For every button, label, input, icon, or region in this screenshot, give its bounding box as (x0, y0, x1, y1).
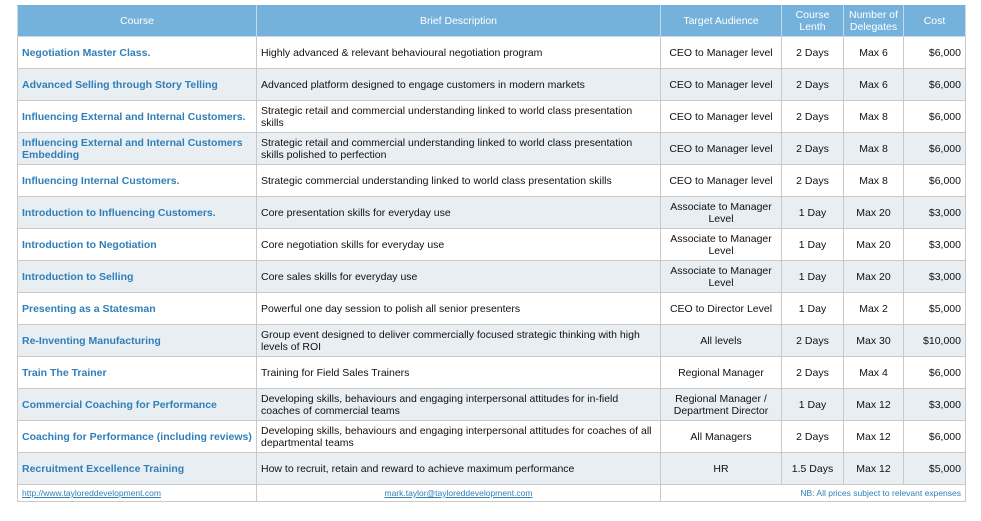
delegate-count: Max 12 (844, 453, 904, 485)
course-name: Introduction to Negotiation (18, 229, 257, 261)
delegate-count: Max 6 (844, 37, 904, 69)
delegate-count: Max 20 (844, 229, 904, 261)
table-row (18, 133, 966, 165)
course-length: 2 Days (782, 37, 844, 69)
course-description: Powerful one day session to polish all senior presenters (257, 293, 661, 325)
course-length: 1 Day (782, 229, 844, 261)
table-row (18, 229, 966, 261)
course-name: Influencing Internal Customers. (18, 165, 257, 197)
header-audience: Target Audience (661, 6, 782, 37)
course-cost: $6,000 (904, 101, 966, 133)
table-row (18, 293, 966, 325)
delegate-count: Max 20 (844, 261, 904, 293)
header-delegates-line2: Delegates (849, 21, 898, 33)
course-description: Strategic retail and commercial understanding linked to world class presentation skills (257, 101, 661, 133)
course-description: Core sales skills for everyday use (257, 261, 661, 293)
table-row (18, 197, 966, 229)
target-audience: CEO to Manager level (661, 165, 782, 197)
course-length: 2 Days (782, 101, 844, 133)
course-description: Strategic retail and commercial understanding linked to world class presentation skills polished to perfection (257, 133, 661, 165)
delegate-count: Max 12 (844, 421, 904, 453)
course-cost: $6,000 (904, 165, 966, 197)
course-length: 1 Day (782, 261, 844, 293)
course-cost: $3,000 (904, 261, 966, 293)
target-audience: Regional Manager (661, 357, 782, 389)
course-name: Influencing External and Internal Customers. (18, 101, 257, 133)
delegate-count: Max 12 (844, 389, 904, 421)
footer-row (18, 485, 966, 502)
course-description: Advanced platform designed to engage customers in modern markets (257, 69, 661, 101)
table-row (18, 261, 966, 293)
header-description: Brief Description (257, 6, 661, 37)
header-course: Course (18, 6, 257, 37)
target-audience: CEO to Manager level (661, 37, 782, 69)
table-row (18, 389, 966, 421)
target-audience: CEO to Director Level (661, 293, 782, 325)
course-cost: $3,000 (904, 389, 966, 421)
course-description: Group event designed to deliver commercially focused strategic thinking with high levels of ROI (257, 325, 661, 357)
target-audience: Regional Manager / Department Director (661, 389, 782, 421)
table-row (18, 453, 966, 485)
course-name: Introduction to Selling (18, 261, 257, 293)
table-row (18, 421, 966, 453)
delegate-count: Max 6 (844, 69, 904, 101)
course-name: Negotiation Master Class. (18, 37, 257, 69)
course-cost: $6,000 (904, 69, 966, 101)
course-length: 1 Day (782, 389, 844, 421)
header-cost: Cost (904, 6, 966, 37)
delegate-count: Max 8 (844, 101, 904, 133)
course-name: Coaching for Performance (including reviews) (18, 421, 257, 453)
header-length (782, 6, 844, 37)
course-length: 2 Days (782, 133, 844, 165)
course-table (17, 5, 966, 502)
table-row (18, 101, 966, 133)
table-row (18, 165, 966, 197)
course-name: Re-Inventing Manufacturing (18, 325, 257, 357)
course-cost: $6,000 (904, 133, 966, 165)
delegate-count: Max 8 (844, 133, 904, 165)
course-length: 2 Days (782, 325, 844, 357)
course-table-container (17, 5, 965, 502)
course-description: Training for Field Sales Trainers (257, 357, 661, 389)
target-audience: Associate to Manager Level (661, 197, 782, 229)
target-audience: All Managers (661, 421, 782, 453)
course-description: Core presentation skills for everyday use (257, 197, 661, 229)
course-cost: $6,000 (904, 357, 966, 389)
course-cost: $3,000 (904, 229, 966, 261)
course-description: Strategic commercial understanding linked to world class presentation skills (257, 165, 661, 197)
course-name: Influencing External and Internal Customers Embedding (18, 133, 257, 165)
table-body (18, 37, 966, 485)
course-name: Train The Trainer (18, 357, 257, 389)
target-audience: CEO to Manager level (661, 69, 782, 101)
course-cost: $6,000 (904, 37, 966, 69)
delegate-count: Max 8 (844, 165, 904, 197)
course-description: Core negotiation skills for everyday use (257, 229, 661, 261)
course-description: Developing skills, behaviours and engaging interpersonal attitudes for in-field coaches of commercial teams (257, 389, 661, 421)
course-length: 2 Days (782, 69, 844, 101)
target-audience: CEO to Manager level (661, 133, 782, 165)
header-length-line1: Course (795, 9, 830, 21)
delegate-count: Max 2 (844, 293, 904, 325)
course-length: 1.5 Days (782, 453, 844, 485)
target-audience: Associate to Manager Level (661, 261, 782, 293)
header-length-line2: Lenth (799, 21, 826, 33)
header-delegates-line1: Number of (848, 9, 899, 21)
course-length: 1 Day (782, 293, 844, 325)
course-cost: $10,000 (904, 325, 966, 357)
delegate-count: Max 20 (844, 197, 904, 229)
course-name: Advanced Selling through Story Telling (18, 69, 257, 101)
course-length: 2 Days (782, 165, 844, 197)
course-length: 1 Day (782, 197, 844, 229)
course-description: How to recruit, retain and reward to achieve maximum performance (257, 453, 661, 485)
website-link[interactable]: http://www.tayloreddevelopment.com (18, 485, 257, 502)
delegate-count: Max 30 (844, 325, 904, 357)
table-row (18, 37, 966, 69)
delegate-count: Max 4 (844, 357, 904, 389)
table-row (18, 357, 966, 389)
table-row (18, 69, 966, 101)
course-cost: $6,000 (904, 421, 966, 453)
expenses-note: NB: All prices subject to relevant expenses (661, 485, 966, 502)
course-name: Commercial Coaching for Performance (18, 389, 257, 421)
course-description: Developing skills, behaviours and engaging interpersonal attitudes for coaches of all departmental teams (257, 421, 661, 453)
course-length: 2 Days (782, 421, 844, 453)
target-audience: Associate to Manager Level (661, 229, 782, 261)
table-row (18, 325, 966, 357)
email-link[interactable]: mark.taylor@tayloreddevelopment.com (257, 485, 661, 502)
target-audience: CEO to Manager level (661, 101, 782, 133)
target-audience: HR (661, 453, 782, 485)
course-cost: $5,000 (904, 293, 966, 325)
course-name: Introduction to Influencing Customers. (18, 197, 257, 229)
course-description: Highly advanced & relevant behavioural negotiation program (257, 37, 661, 69)
header-delegates (844, 6, 904, 37)
target-audience: All levels (661, 325, 782, 357)
course-name: Recruitment Excellence Training (18, 453, 257, 485)
course-cost: $5,000 (904, 453, 966, 485)
table-header-row (18, 6, 966, 37)
course-length: 2 Days (782, 357, 844, 389)
course-cost: $3,000 (904, 197, 966, 229)
course-name: Presenting as a Statesman (18, 293, 257, 325)
